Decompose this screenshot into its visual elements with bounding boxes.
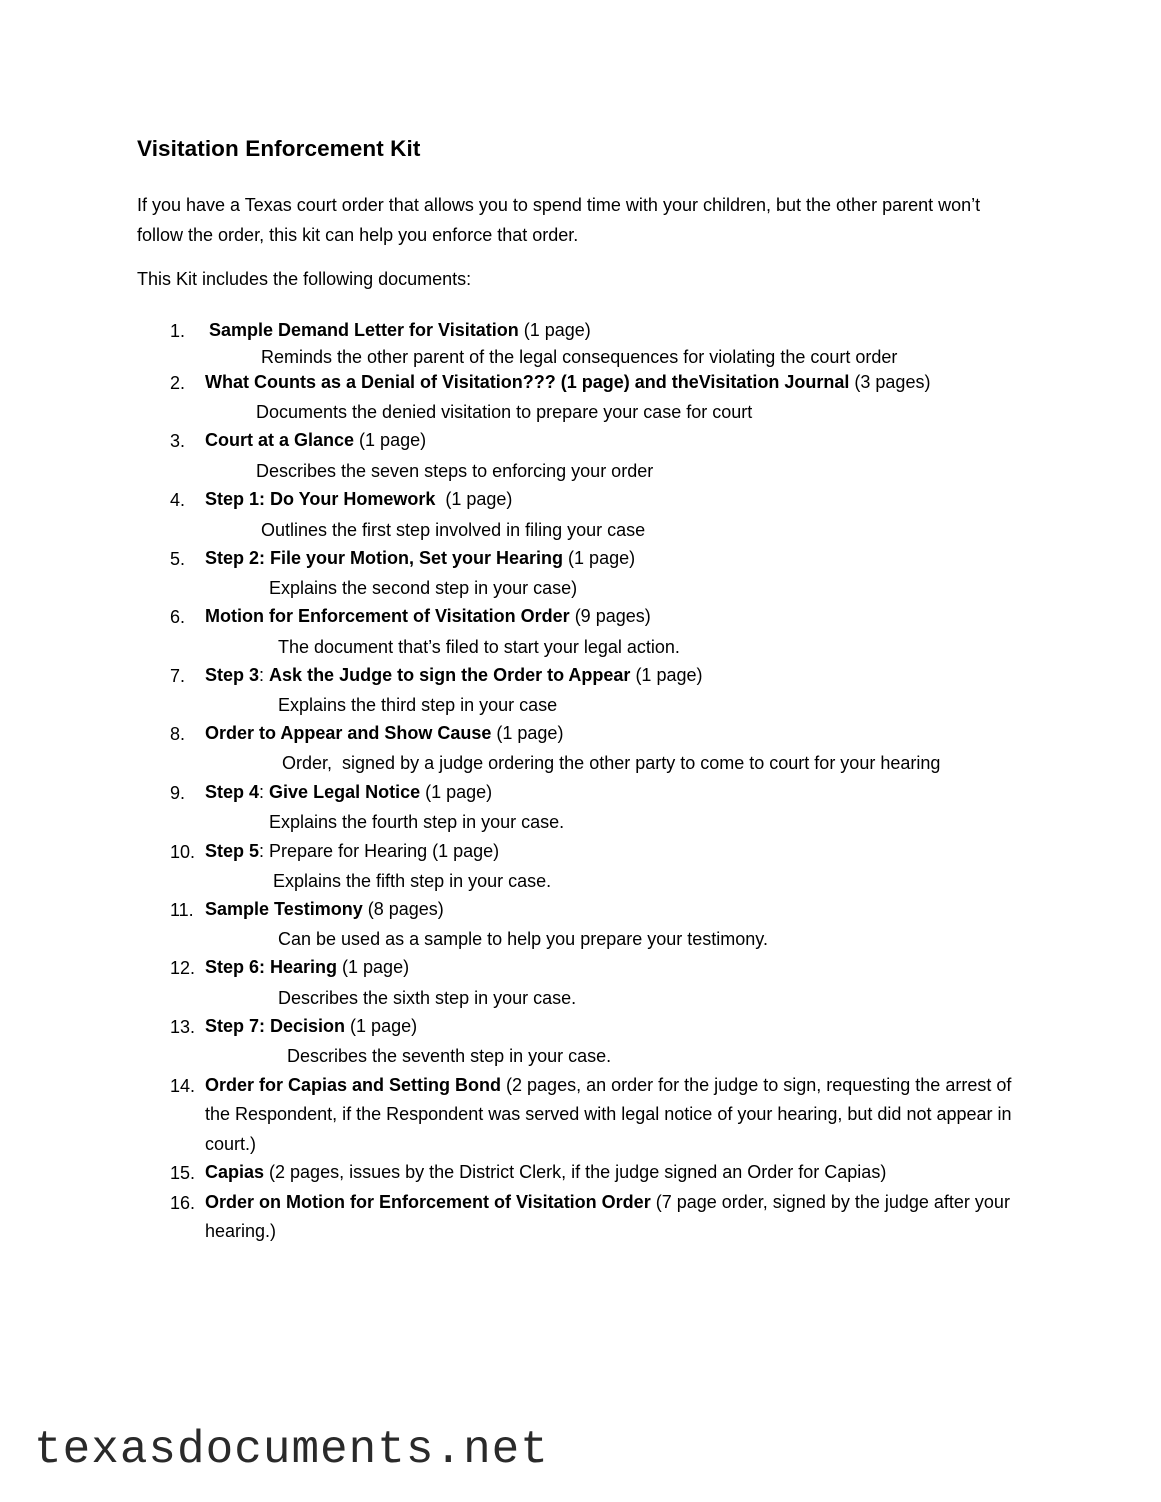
list-item-description: Outlines the first step involved in filing your case bbox=[261, 520, 646, 540]
list-item-rest: (1 page) bbox=[354, 430, 427, 450]
list-item-number: 10. bbox=[170, 842, 196, 862]
list-item-description: Order, signed by a judge ordering the other party to come to court for your hearing bbox=[282, 753, 941, 773]
list-item-number: 12. bbox=[170, 958, 196, 978]
list-item-rest: (7 page order, signed by the judge after your hearing.) bbox=[205, 1192, 1010, 1242]
list-item bbox=[209, 316, 1039, 345]
list-item bbox=[205, 602, 1035, 631]
list-item-title-2: Ask the Judge to sign the Order to Appear bbox=[269, 665, 631, 685]
list-item bbox=[205, 837, 1035, 866]
list-item-description: Can be used as a sample to help you prepare your testimony. bbox=[278, 929, 768, 949]
document-title: Visitation Enforcement Kit bbox=[137, 136, 421, 161]
list-item-rest: (1 page) bbox=[630, 665, 703, 685]
list-item-rest: (1 page) bbox=[420, 782, 493, 802]
list-item-rest: (1 page) bbox=[337, 957, 410, 977]
list-item-title: Sample Testimony bbox=[205, 899, 363, 919]
list-item-title: Step 1: Do Your Homework bbox=[205, 489, 436, 509]
list-item-rest: (2 pages, issues by the District Clerk, if the judge signed an Order for Capias) bbox=[264, 1162, 887, 1182]
list-item-number: 2. bbox=[170, 373, 186, 393]
list-item-description: Documents the denied visitation to prepare your case for court bbox=[256, 402, 753, 422]
list-item-rest: (3 pages) bbox=[849, 372, 931, 392]
list-item-sep: : bbox=[259, 665, 270, 685]
list-item-description: Explains the fourth step in your case. bbox=[269, 812, 565, 832]
list-item-description: Explains the fifth step in your case. bbox=[273, 871, 552, 891]
list-item-number: 9. bbox=[170, 783, 186, 803]
includes-label: This Kit includes the following documents: bbox=[137, 269, 472, 289]
list-item bbox=[205, 1188, 1020, 1247]
list-item-description: Reminds the other parent of the legal consequences for violating the court order bbox=[261, 347, 898, 367]
list-item bbox=[205, 1071, 1030, 1159]
list-item-title: Step 2: File your Motion, Set your Hearing bbox=[205, 548, 564, 568]
list-item-number: 6. bbox=[170, 607, 186, 627]
list-item-title: What Counts as a Denial of Visitation??? (1 page) and theVisitation Journal bbox=[205, 372, 850, 392]
list-item-description: Explains the second step in your case) bbox=[269, 578, 578, 598]
list-item-number: 3. bbox=[170, 431, 186, 451]
list-item-title: Court at a Glance bbox=[205, 430, 355, 450]
list-item-rest: (8 pages) bbox=[362, 899, 444, 919]
list-item bbox=[205, 368, 1035, 397]
list-item-title: Capias bbox=[205, 1162, 265, 1182]
list-item-title: Step 4 bbox=[205, 782, 260, 802]
list-item-rest: (1 page) bbox=[563, 548, 636, 568]
list-item-number: 7. bbox=[170, 666, 186, 686]
list-item-number: 1. bbox=[170, 321, 186, 341]
list-item-number: 5. bbox=[170, 549, 186, 569]
list-item-description: Describes the seventh step in your case. bbox=[287, 1046, 612, 1066]
list-item bbox=[205, 895, 1035, 924]
list-item bbox=[205, 953, 1035, 982]
list-item-title: Order to Appear and Show Cause bbox=[205, 723, 492, 743]
list-item-rest: (1 page) bbox=[435, 489, 513, 509]
list-item-description: The document that’s filed to start your legal action. bbox=[278, 637, 680, 657]
list-item-rest: : Prepare for Hearing (1 page) bbox=[259, 841, 500, 861]
list-item bbox=[205, 661, 1035, 690]
list-item-sep: : bbox=[259, 782, 270, 802]
list-item bbox=[205, 778, 1035, 807]
list-item-title: Step 6: Hearing bbox=[205, 957, 338, 977]
list-item-title: Step 3 bbox=[205, 665, 260, 685]
list-item-rest: (9 pages) bbox=[569, 606, 651, 626]
list-item-title: Step 5 bbox=[205, 841, 260, 861]
list-item-number: 13. bbox=[170, 1017, 196, 1037]
list-item-title: Motion for Enforcement of Visitation Order bbox=[205, 606, 570, 626]
list-item-description: Explains the third step in your case bbox=[278, 695, 558, 715]
list-item-number: 11. bbox=[170, 900, 194, 920]
list-item-number: 16. bbox=[170, 1193, 196, 1213]
list-item bbox=[205, 719, 1035, 748]
list-item-title: Order on Motion for Enforcement of Visitation Order bbox=[205, 1192, 651, 1212]
list-item-rest: (1 page) bbox=[345, 1016, 418, 1036]
list-item-rest: (1 page) bbox=[518, 320, 591, 340]
list-item-title: Step 7: Decision bbox=[205, 1016, 346, 1036]
list-item-number: 14. bbox=[170, 1076, 196, 1096]
list-item-title-2: Give Legal Notice bbox=[269, 782, 421, 802]
list-item-description: Describes the seven steps to enforcing your order bbox=[256, 461, 654, 481]
list-item-number: 4. bbox=[170, 490, 186, 510]
list-item bbox=[205, 1158, 1035, 1187]
list-item-title: Order for Capias and Setting Bond bbox=[205, 1075, 502, 1095]
list-item-rest: (2 pages, an order for the judge to sign, requesting the arrest of the Respondent, if the Respondent was served with legal notice of your hearing, but did not appear in court.) bbox=[205, 1075, 1012, 1154]
list-item bbox=[205, 544, 1035, 573]
list-item bbox=[205, 1012, 1035, 1041]
list-item-number: 15. bbox=[170, 1163, 196, 1183]
list-item bbox=[205, 485, 1035, 514]
list-item bbox=[205, 426, 1035, 455]
watermark: texasdocuments.net bbox=[34, 1424, 549, 1476]
list-item-title: Sample Demand Letter for Visitation bbox=[209, 320, 519, 340]
intro-paragraph: If you have a Texas court order that allows you to spend time with your children, but the other parent won’t follow the order, this kit can help you enforce that order. bbox=[137, 195, 981, 245]
list-item-description: Describes the sixth step in your case. bbox=[278, 988, 577, 1008]
list-item-number: 8. bbox=[170, 724, 186, 744]
list-item-rest: (1 page) bbox=[491, 723, 564, 743]
